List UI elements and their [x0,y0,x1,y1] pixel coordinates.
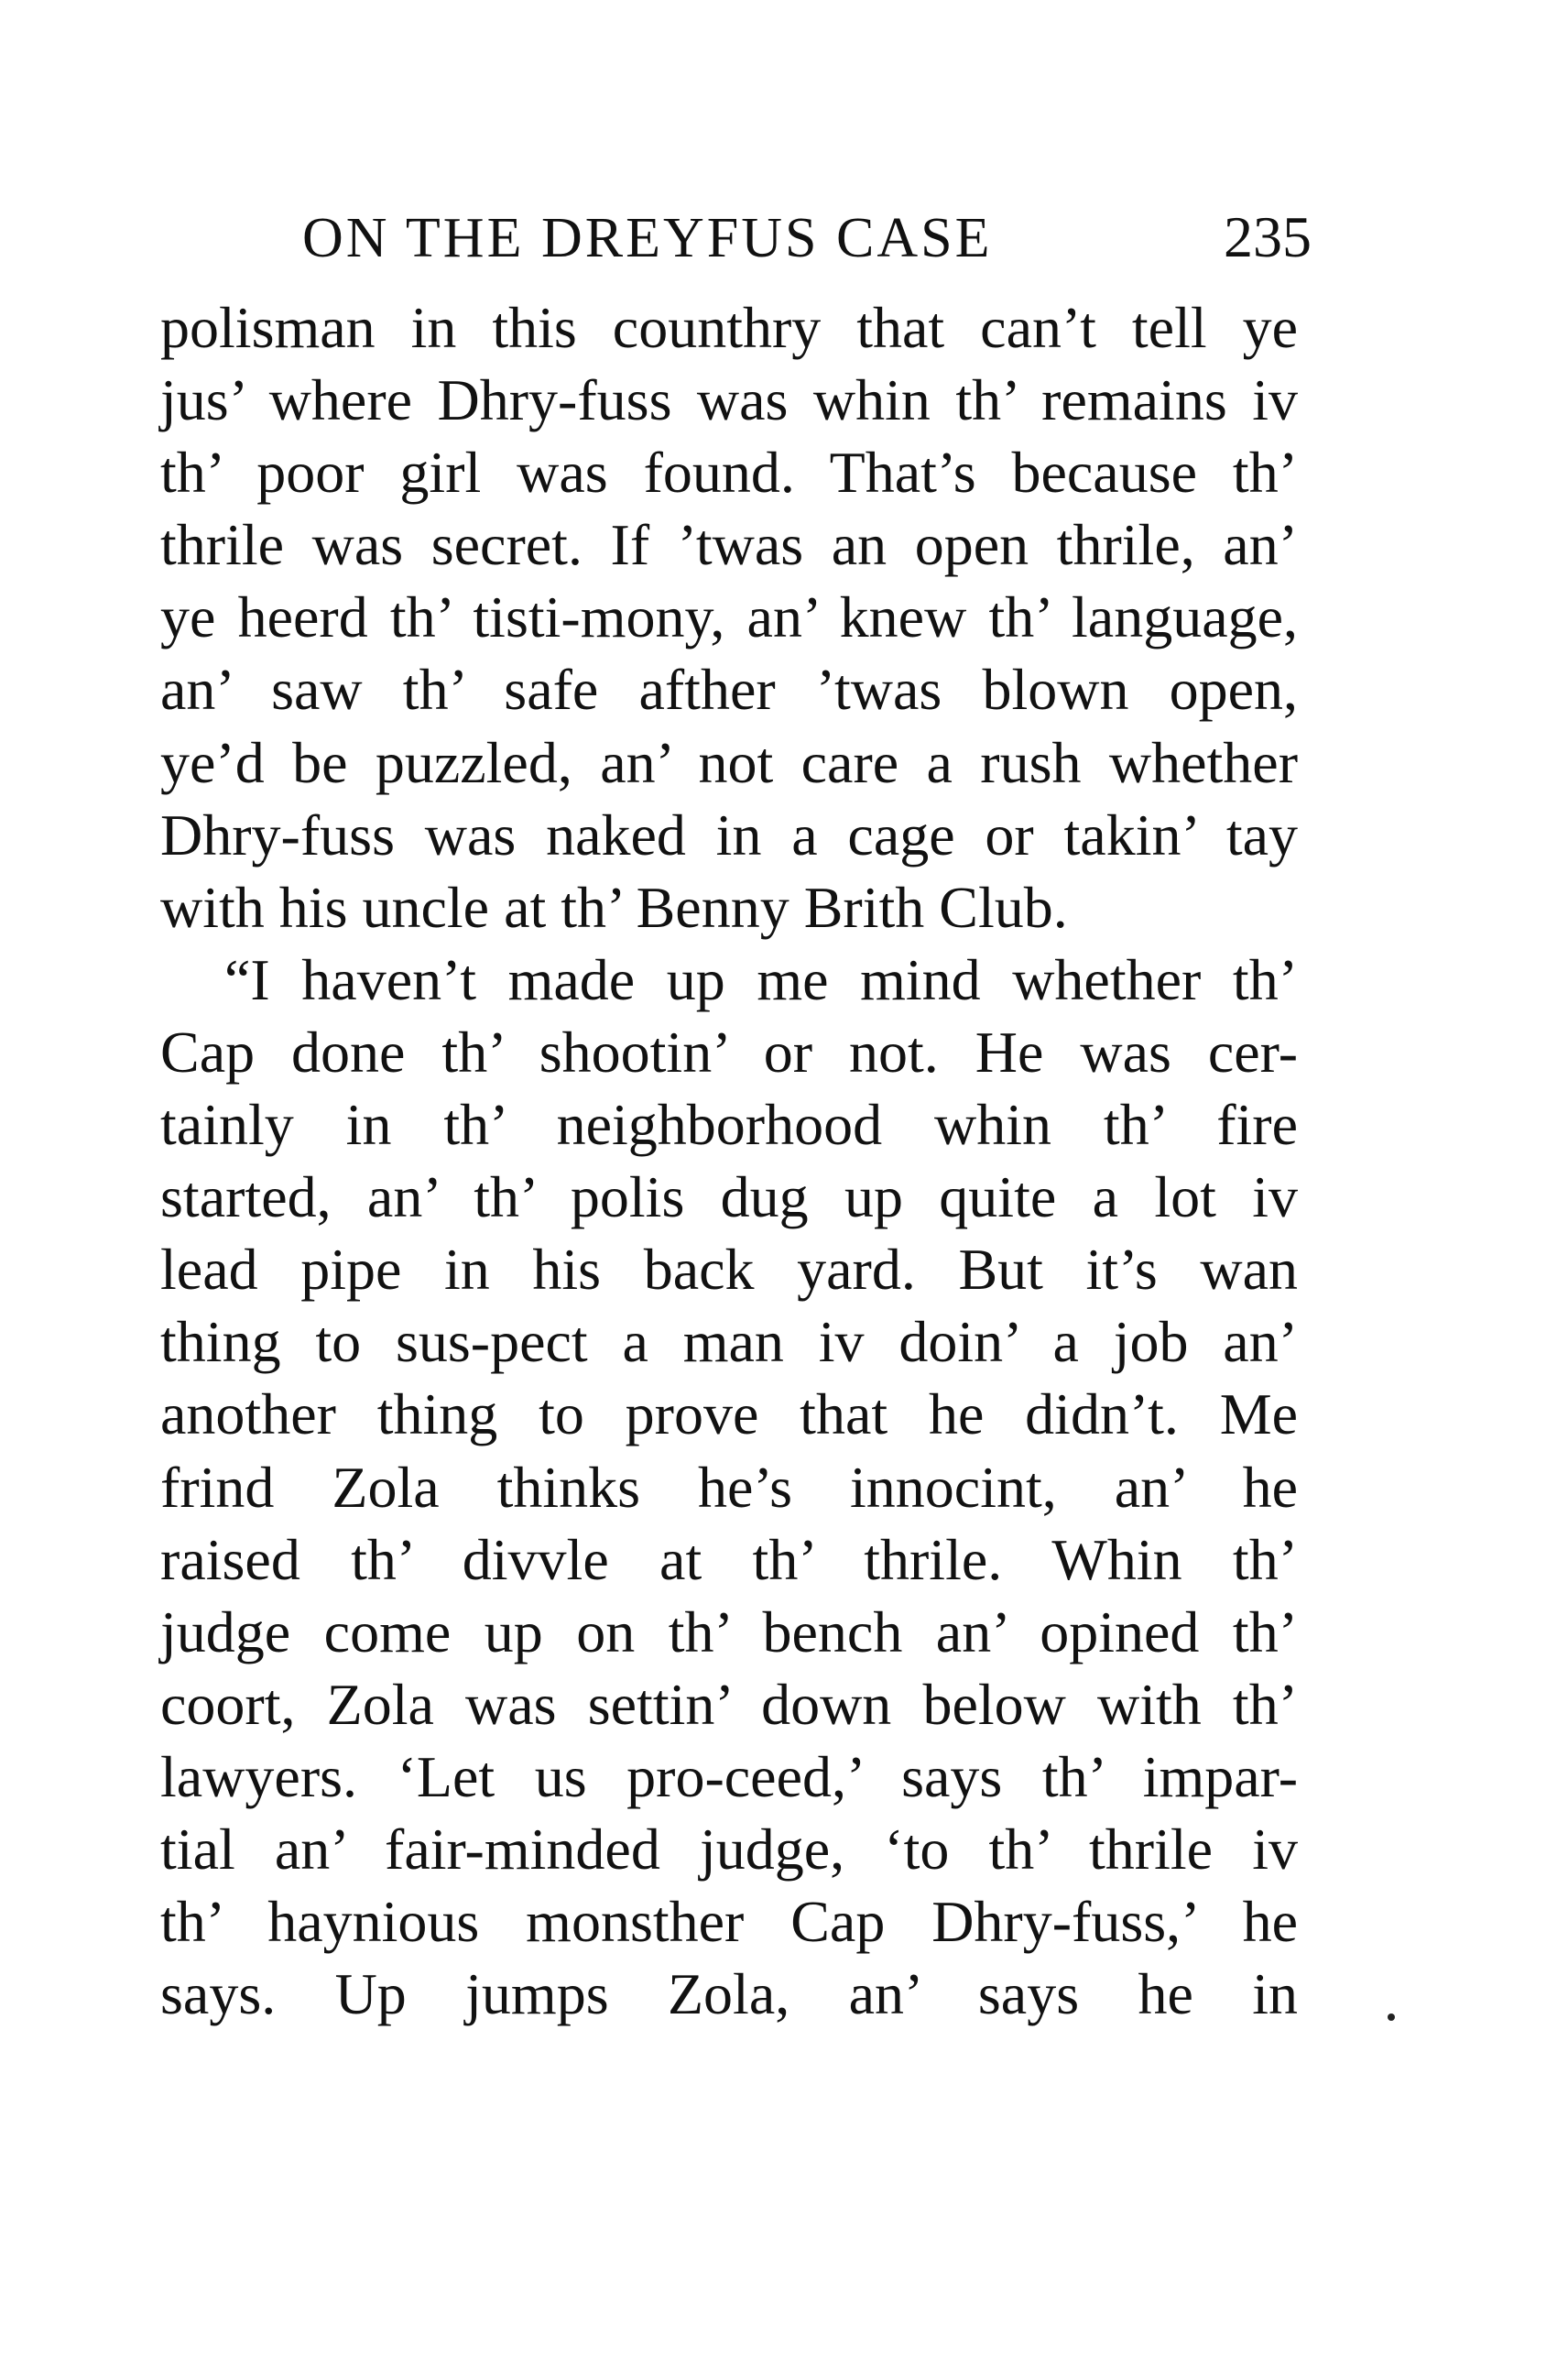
text-line: polisman in this counthry that can’t tell ye [160,295,1298,360]
text-line: coort, Zola was settin’ down below with th’ [160,1671,1298,1737]
text-line: tial an’ fair-minded judge, ‘to th’ thrile iv [160,1816,1298,1882]
page-number: 235 [1224,204,1312,269]
text-line: judge come up on th’ bench an’ opined th’ [160,1599,1298,1664]
text-line: lawyers. ‘Let us pro-ceed,’ says th’ impar- [160,1743,1298,1809]
text-line: Dhry-fuss was naked in a cage or takin’ tay [160,802,1298,868]
text-line: jus’ where Dhry-fuss was whin th’ remains iv [160,367,1298,433]
text-line: raised th’ divvle at th’ thrile. Whin th’ [160,1526,1298,1592]
text-line: frind Zola thinks he’s innocint, an’ he [160,1454,1298,1520]
text-line: an’ saw th’ safe afther ’twas blown open, [160,657,1298,723]
paragraph-start-line: “I haven’t made up me mind whether th’ [224,946,1298,1012]
text-line: lead pipe in his back yard. But it’s wan [160,1237,1298,1303]
text-line: Cap done th’ shootin’ or not. He was cer- [160,1019,1298,1085]
text-line: says. Up jumps Zola, an’ says he in [160,1961,1298,2027]
text-line: started, an’ th’ polis dug up quite a lot iv [160,1164,1298,1230]
text-line: another thing to prove that he didn’t. Me [160,1381,1298,1447]
body-text [160,291,1298,2030]
text-line: thing to sus-pect a man iv doin’ a job an’ [160,1309,1298,1375]
text-line: th’ haynious monsther Cap Dhry-fuss,’ he [160,1889,1298,1955]
text-line: th’ poor girl was found. That’s because th’ [160,440,1298,506]
text-line: tainly in th’ neighborhood whin th’ fire [160,1092,1298,1158]
text-line: thrile was secret. If ’twas an open thrile, an’ [160,512,1298,578]
paragraph-end-line: with his uncle at th’ Benny Brith Club. [160,874,1068,940]
running-head [302,203,1312,277]
text-line: ye’d be puzzled, an’ not care a rush whether [160,729,1298,795]
running-title: ON THE DREYFUS CASE [302,207,993,269]
ink-speck [1388,2013,1395,2021]
text-line: ye heerd th’ tisti-mony, an’ knew th’ language, [160,584,1298,650]
